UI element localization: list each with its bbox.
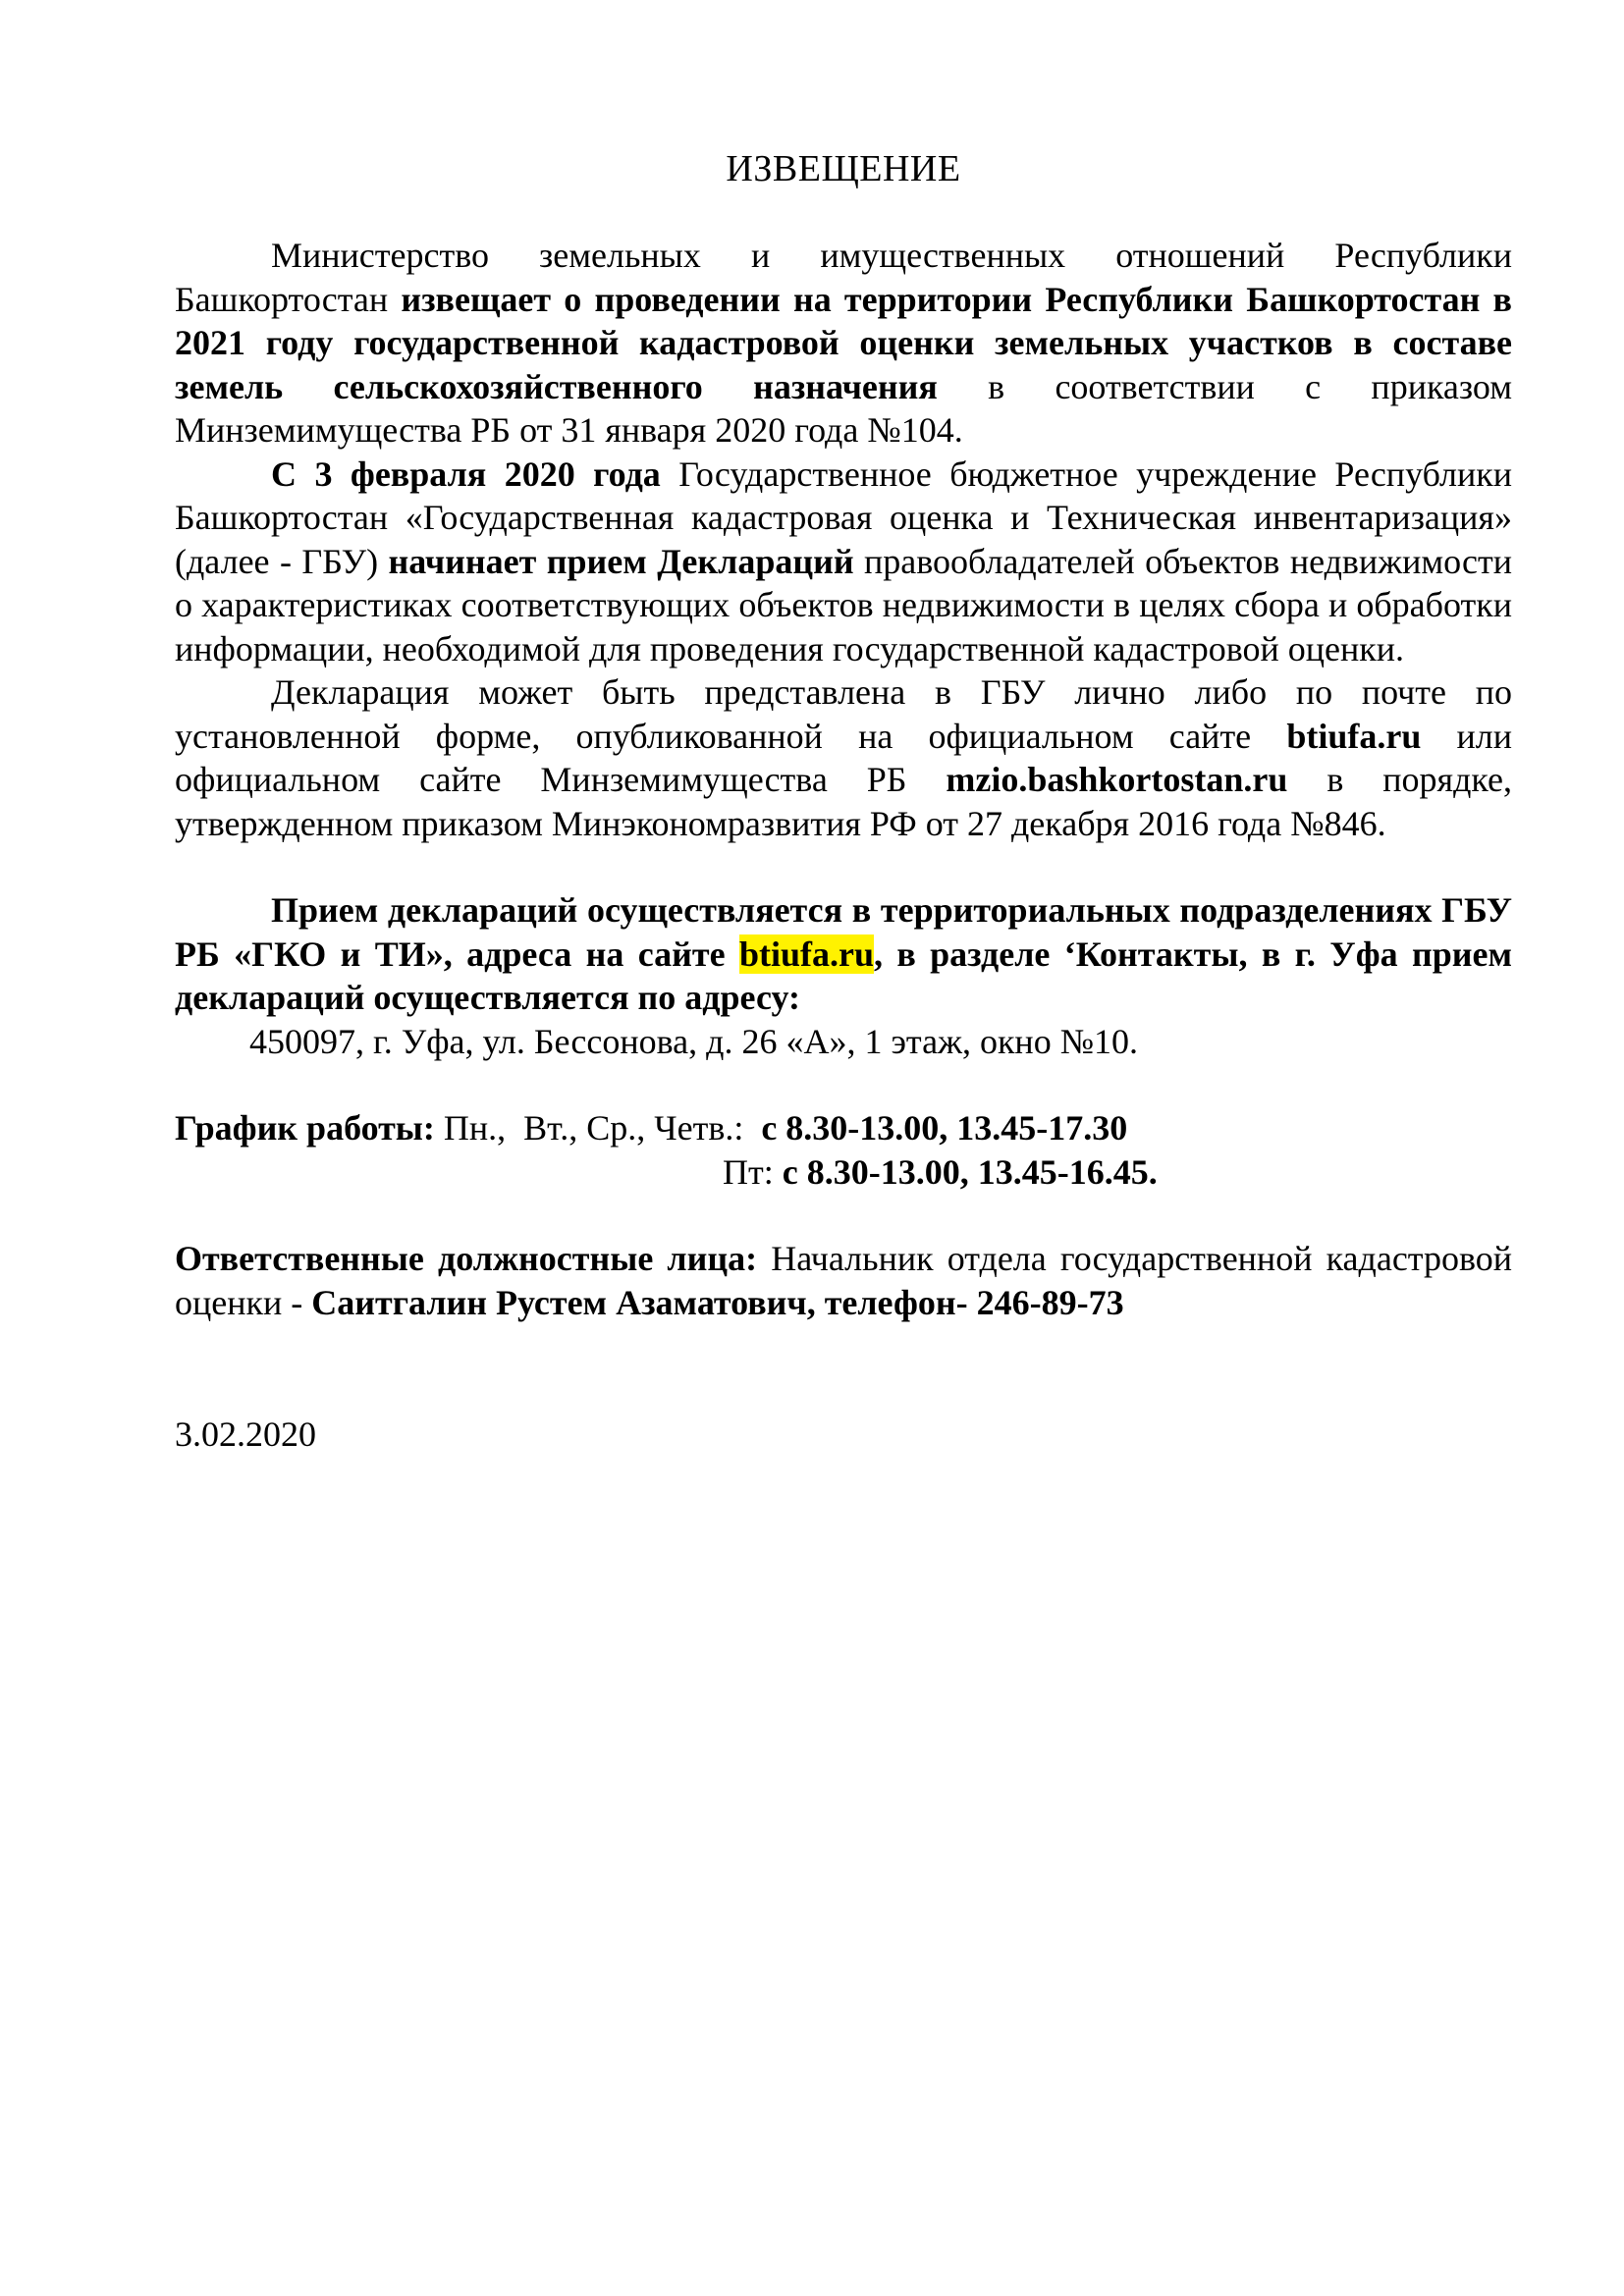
announcement-lead: Министерство земельных и имущественных отношений Республики Башкортостан [175, 236, 1512, 319]
responsible-position: Начальник отдела государственной кадастровой оценки - [175, 1239, 1512, 1322]
document-page [175, 147, 1512, 1457]
reception-address: 450097, г. Уфа, ул. Бессонова, д. 26 «А», 1 этаж, окно №10. [249, 1021, 1139, 1061]
schedule-row-weekdays [175, 1106, 1512, 1150]
announcement-bold: извещает о проведении на территории Республики Башкортостан в 2021 году государственной кадастровой оценки земельных участков в составе земель сельскохозяйственного назначения [175, 279, 1512, 406]
submission-text-2: или официальном сайте Минземимущества РБ [175, 716, 1512, 799]
announcement-tail: в соответствии с приказом Минземимущества РБ от 31 января 2020 года №104. [175, 366, 1512, 450]
declarations-bold: начинает прием Деклараций [388, 541, 854, 581]
schedule-days-weekdays: Пн., Вт., Ср., Четв.: [434, 1108, 762, 1148]
schedule-label: График работы: [175, 1108, 435, 1148]
start-date-bold: С 3 февраля 2020 года [271, 454, 661, 494]
reception-bold-2: , в разделе ‘Контакты, в г. Уфа прием деклараций осуществляется по адресу: [175, 934, 1513, 1017]
site-link-btiufa[interactable]: btiufa.ru [1286, 716, 1422, 756]
paragraph-announcement [175, 234, 1512, 453]
site-link-highlighted[interactable]: btiufa.ru [738, 934, 874, 974]
reception-bold-1: Прием деклараций осуществляется в территориальных подразделениях ГБУ РБ «ГКО и ТИ», адреса на сайте [175, 890, 1512, 974]
schedule-hours-weekdays: с 8.30-13.00, 13.45-17.30 [761, 1108, 1128, 1148]
submission-text-1: Декларация может быть представлена в ГБУ лично либо по почте по установленной форме, опубликованной на официальном сайте [175, 672, 1512, 756]
paragraph-submission [175, 670, 1512, 845]
gbu-description: Государственное бюджетное учреждение Республики Башкортостан «Государственная кадастровая оценка и Техническая инвентаризация» (далее - ГБУ) [175, 454, 1513, 581]
spacer [175, 1194, 1512, 1237]
schedule-hours-friday: с 8.30-13.00, 13.45-16.45. [782, 1151, 1158, 1192]
paragraph-reception [175, 888, 1512, 1020]
spacer [175, 845, 1512, 888]
spacer [175, 1063, 1512, 1106]
submission-text-3: в порядке, утвержденном приказом Минэкономразвития РФ от 27 декабря 2016 года №846. [175, 760, 1512, 843]
document-title: ИЗВЕЩЕНИЕ [726, 148, 961, 189]
declarations-purpose: правообладателей объектов недвижимости о характеристиках соответствующих объектов недвижимости в целях сбора и обработки информации, необходимой для проведения государственной кадастровой оценки. [175, 541, 1512, 668]
schedule-row-friday [175, 1150, 1512, 1195]
spacer [175, 1324, 1512, 1413]
document-date: 3.02.2020 [175, 1415, 316, 1454]
responsible-label: Ответственные должностные лица: [175, 1239, 758, 1278]
site-link-mzio[interactable]: mzio.bashkortostan.ru [946, 760, 1288, 799]
responsible-person: Саитгалин Рустем Азаматович, телефон- 246-89-73 [311, 1282, 1124, 1322]
schedule-days-friday: Пт: [723, 1151, 783, 1192]
paragraph-responsible [175, 1237, 1512, 1324]
paragraph-declarations-start [175, 453, 1512, 671]
